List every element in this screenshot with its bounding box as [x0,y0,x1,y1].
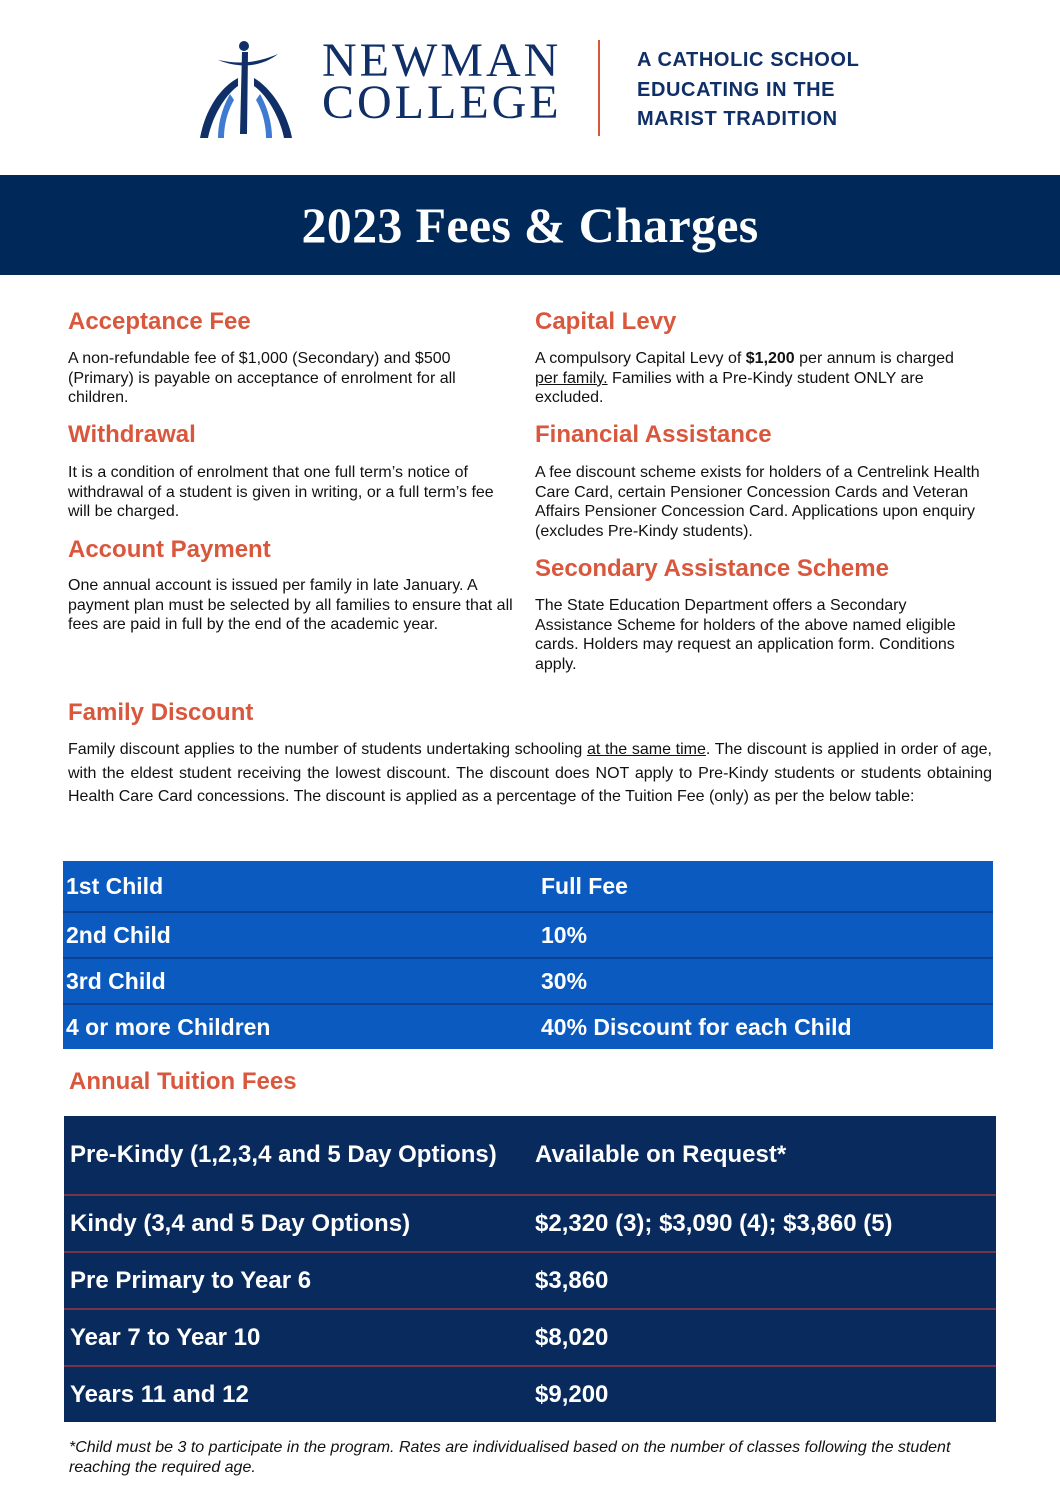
logo-wordmark: NEWMAN COLLEGE [322,34,562,129]
tuition-fee-cell: $2,320 (3); $3,090 (4); $3,860 (5) [529,1195,996,1252]
title-banner [0,175,1060,275]
tuition-level-cell: Pre-Kindy (1,2,3,4 and 5 Day Options) [70,1141,497,1168]
discount-child-cell: 2nd Child [63,912,538,958]
header [0,0,1060,172]
discount-child-cell: 4 or more Children [63,1004,538,1049]
capital-levy-heading: Capital Levy [535,308,677,335]
newman-college-logo-icon [198,38,294,142]
withdrawal-text: It is a condition of enrolment that one full term’s notice of withdrawal of a student is given in writing, or a full term’s fee will be charged. [68,464,494,520]
financial-assistance-heading: Financial Assistance [535,421,772,448]
logo-divider [598,40,600,136]
table-row [64,1366,996,1422]
discount-value-cell: 30% [538,958,993,1004]
discount-child-cell: 3rd Child [63,958,538,1004]
table-row [64,1195,996,1252]
discount-value-cell: 40% Discount for each Child [538,1004,993,1049]
page-title: 2023 Fees & Charges [301,197,759,253]
tuition-fee-cell: Available on Request* [535,1141,787,1168]
table-row [64,1309,996,1366]
per-family-underlined: per family. [535,369,608,387]
family-discount-text: Family discount applies to the number of students undertaking schooling at the same time. The discount is applied in order of age, with the eldest student receiving the lowest discount. The discount does NOT apply to Pre-Kindy students or students obtaining Health Care Card concessions. The discount is applied as a percentage of the Tuition Fee (only) as per the below table: [68,741,992,805]
acceptance-fee-text: A non-refundable fee of $1,000 (Secondary) and $500 (Primary) is payable on acceptance of enrolment for all children. [68,350,456,406]
acceptance-fee-heading: Acceptance Fee [68,308,251,335]
account-payment-heading: Account Payment [68,536,271,563]
discount-value-cell: 10% [538,912,993,958]
tuition-fee-cell: $8,020 [529,1309,996,1366]
tagline: A CATHOLIC SCHOOL EDUCATING IN THE MARIST TRADITION [637,49,860,130]
secondary-assistance-text: The State Education Department offers a Secondary Assistance Scheme for holders of the above named eligible cards. Holders may request an application form. Conditions apply. [535,597,956,673]
withdrawal-heading: Withdrawal [68,421,196,448]
discount-value-cell: Full Fee [541,872,628,899]
table-row [64,1252,996,1309]
table-row [63,861,993,912]
footnote: *Child must be 3 to participate in the program. Rates are individualised based on the number of classes following the student reaching the required age. [69,1439,951,1476]
tuition-fees-table [64,1116,996,1422]
table-row [63,912,993,958]
table-row [63,958,993,1004]
tuition-fee-cell: $3,860 [529,1252,996,1309]
family-discount-heading: Family Discount [68,699,254,726]
financial-assistance-text: A fee discount scheme exists for holders of a Centrelink Health Care Card, certain Pensioner Concession Cards and Veteran Affairs Pensioner Concession Card. Applications upon enquiry (excludes Pre-Kindy students). [535,464,980,540]
discount-child-cell: 1st Child [66,872,164,899]
account-payment-text: One annual account is issued per family in late January. A payment plan must be selected by all families to ensure that all fees are paid in full by the end of the academic year. [68,577,513,633]
tuition-fee-cell: $9,200 [529,1366,996,1422]
tuition-level-cell: Pre Primary to Year 6 [64,1252,529,1309]
tuition-level-cell: Year 7 to Year 10 [64,1309,529,1366]
annual-tuition-heading: Annual Tuition Fees [69,1068,297,1095]
capital-levy-amount: $1,200 [745,350,795,367]
family-discount-table [63,861,993,1049]
tuition-level-cell: Years 11 and 12 [64,1366,529,1422]
table-row [64,1116,996,1195]
capital-levy-text: A compulsory Capital Levy of $1,200 per annum is charged per family. Families with a Pre-Kindy student ONLY are excluded. [535,350,954,406]
secondary-assistance-heading: Secondary Assistance Scheme [535,555,889,582]
same-time-underlined: at the same time [586,741,706,758]
tuition-level-cell: Kindy (3,4 and 5 Day Options) [64,1195,529,1252]
table-row [63,1004,993,1049]
